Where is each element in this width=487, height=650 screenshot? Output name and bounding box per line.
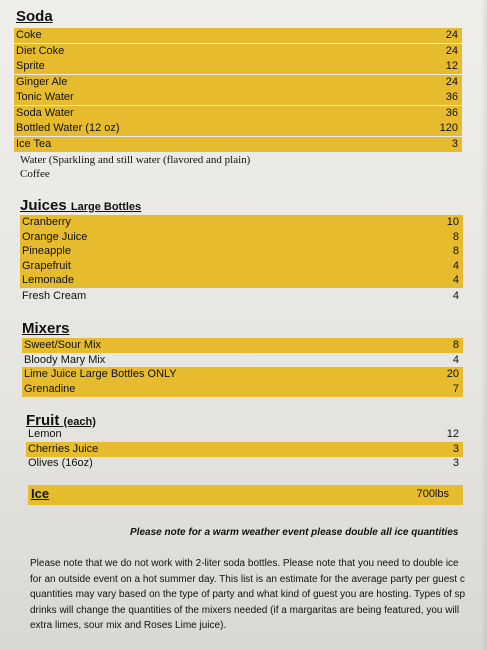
paragraph-line: for an outside event on a hot summer day. This list is an estimate for the average party per guest c — [30, 573, 465, 585]
disclaimer-paragraph — [30, 556, 487, 634]
soda-item-row — [14, 106, 462, 121]
mixers-item-row — [22, 382, 463, 397]
item-label: Sprite — [16, 60, 45, 72]
soda-item-row — [14, 44, 462, 59]
item-quantity: 8 — [452, 230, 459, 243]
ice-quantity: 700lbs — [416, 488, 449, 500]
item-quantity: 12 — [445, 60, 458, 72]
item-label: Lime Juice Large Bottles ONLY — [24, 368, 177, 380]
fruit-item-row — [26, 442, 463, 457]
juices-item-row — [20, 230, 463, 245]
item-label: Orange Juice — [22, 230, 88, 243]
item-label: Bottled Water (12 oz) — [16, 122, 120, 134]
item-quantity: 8 — [452, 339, 459, 351]
item-quantity: 8 — [452, 245, 459, 258]
soda-item-row — [14, 75, 462, 90]
paragraph-line: drinks will change the quantities of the mixers needed (if a margaritas are being featured, you will — [30, 604, 460, 616]
juices-item-row — [20, 244, 463, 259]
soda-extra-label: Water (Sparkling and still water (flavored and plain) — [20, 154, 251, 166]
soda-item-row — [14, 121, 462, 136]
item-label: Olives (16oz) — [28, 457, 93, 469]
fruit-title: Fruit — [26, 412, 60, 429]
item-quantity: 4 — [452, 290, 459, 302]
item-quantity: 24 — [445, 44, 458, 57]
item-quantity: 36 — [445, 106, 458, 119]
item-quantity: 3 — [452, 442, 459, 455]
item-label: Coke — [16, 29, 42, 41]
soda-extra-water — [18, 153, 458, 168]
item-label: Soda Water — [16, 106, 74, 119]
ice-note: Please note for a warm weather event please double all ice quantities — [130, 527, 459, 538]
paragraph-line: quantities may vary based on the type of party and what kind of guest you are hosting. Types of sp — [30, 589, 466, 600]
soda-extra-label: Coffee — [20, 168, 50, 180]
juices-item-row — [20, 215, 463, 230]
juices-subtitle: Large Bottles — [70, 201, 142, 213]
item-label: Grapefruit — [22, 259, 71, 272]
page-edge-shadow — [481, 0, 487, 650]
juices-heading — [20, 197, 141, 214]
juices-title: Juices — [20, 197, 67, 214]
soda-item-row — [14, 137, 462, 152]
ice-label: Ice — [31, 486, 50, 501]
item-quantity: 3 — [451, 137, 458, 150]
item-label: Cherries Juice — [28, 442, 99, 455]
item-label: Pineapple — [22, 245, 71, 258]
item-label: Cranberry — [22, 216, 71, 228]
item-label: Ice Tea — [16, 137, 52, 150]
item-label: Bloody Mary Mix — [24, 353, 106, 366]
item-quantity: 20 — [446, 368, 459, 380]
item-quantity: 120 — [439, 122, 458, 134]
juices-item-row — [20, 259, 463, 274]
soda-item-row — [14, 59, 462, 74]
fruit-item-row — [26, 456, 463, 471]
mixers-item-row — [22, 338, 463, 353]
mixers-item-row — [22, 367, 463, 382]
item-label: Grenadine — [24, 382, 76, 395]
paragraph-line: extra limes, sour mix and Roses Lime juice). — [30, 620, 227, 631]
item-quantity: 24 — [445, 29, 458, 41]
soda-extra-coffee — [18, 167, 458, 182]
item-quantity: 36 — [445, 91, 458, 103]
item-label: Fresh Cream — [22, 290, 87, 302]
item-quantity: 4 — [452, 274, 459, 287]
item-quantity: 7 — [452, 382, 459, 395]
item-quantity: 3 — [452, 457, 459, 469]
mixers-item-row — [22, 353, 463, 368]
paragraph-line: Please note that we do not work with 2-liter soda bottles. Please note that you need to double ice — [30, 558, 459, 569]
fruit-subtitle: (each) — [63, 416, 96, 428]
ice-row — [28, 485, 463, 505]
item-label: Sweet/Sour Mix — [24, 339, 102, 351]
item-quantity: 4 — [452, 353, 459, 366]
item-quantity: 4 — [452, 259, 459, 272]
item-label: Tonic Water — [16, 91, 74, 103]
soda-item-row — [14, 90, 462, 105]
fruit-item-row — [26, 427, 463, 442]
juices-item-row — [20, 273, 463, 288]
item-quantity: 10 — [446, 216, 459, 228]
soda-heading: Soda — [16, 8, 53, 25]
soda-item-row — [14, 28, 462, 43]
item-label: Lemon — [28, 428, 62, 440]
juices-fresh-cream-row — [20, 289, 463, 304]
item-label: Lemonade — [22, 274, 74, 287]
item-quantity: 24 — [445, 75, 458, 88]
item-quantity: 12 — [446, 428, 459, 440]
item-label: Diet Coke — [16, 44, 65, 57]
mixers-heading: Mixers — [22, 320, 70, 337]
item-label: Ginger Ale — [16, 75, 68, 88]
